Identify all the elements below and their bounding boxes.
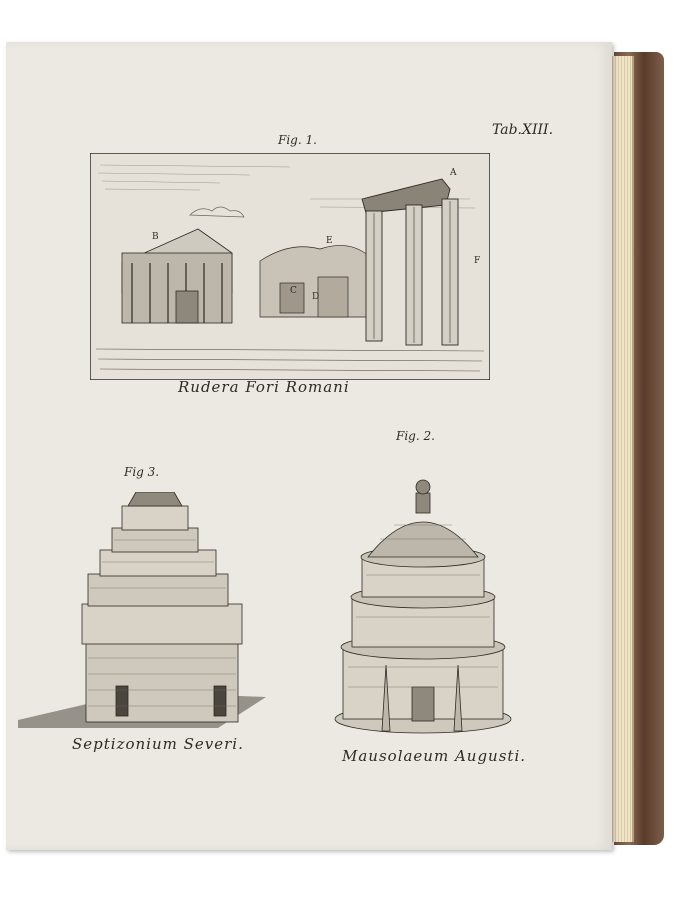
figure-1-title: Rudera Fori Romani: [178, 378, 350, 396]
plate-number: Tab.XIII.: [492, 122, 554, 138]
svg-text:F: F: [474, 256, 481, 266]
plate-page: [6, 42, 612, 850]
figure-3-engraving: [18, 492, 268, 732]
svg-text:A: A: [450, 168, 457, 178]
figure-2-title: Mausolaeum Augusti.: [342, 747, 527, 765]
figure-2-engraving: [328, 447, 518, 737]
svg-text:D: D: [312, 292, 320, 302]
figure-3-label: Fig 3.: [124, 465, 160, 479]
figure-3-title: Septizonium Severi.: [72, 735, 244, 753]
figure-1-engraving: [90, 153, 490, 380]
figure-1-label: Fig. 1.: [278, 133, 317, 147]
figure-2-label: Fig. 2.: [396, 429, 435, 443]
svg-text:B: B: [152, 232, 159, 242]
svg-text:E: E: [326, 236, 333, 246]
svg-text:C: C: [290, 286, 297, 296]
